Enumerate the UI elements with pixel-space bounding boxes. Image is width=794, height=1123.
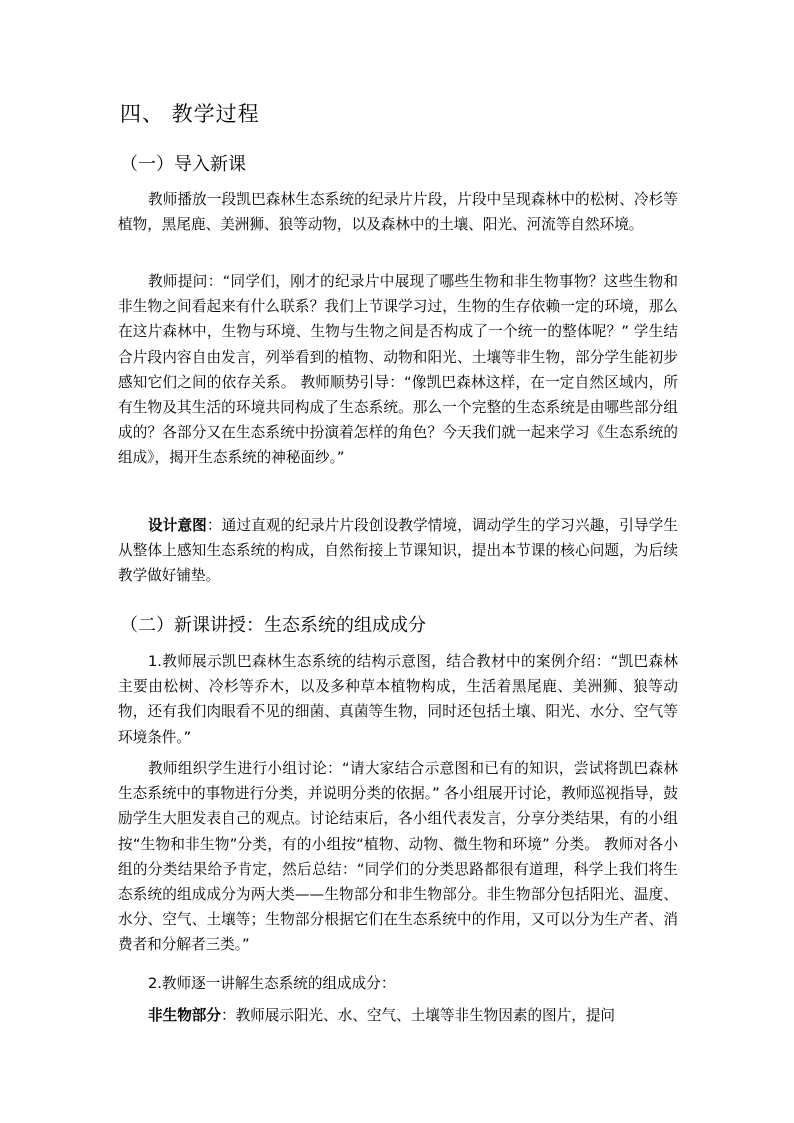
section2-paragraph-3: 2.教师逐一讲解生态系统的组成成分： [148,975,396,992]
nonliving-part-paragraph [118,1003,678,1028]
design-intent-text: ：通过直观的纪录片片段创设教学情境，调动学生的学习兴趣，引导学生从整体上感知生态系统的构成，自然衔接上节课知识，提出本节课的核心问题，为后续教学做好铺垫。 [118,517,678,585]
section2-title: （二）新课讲授：生态系统的组成成分 [120,615,426,636]
nonliving-part-label: 非生物部分 [148,1007,221,1024]
section2-paragraph-2: 教师组织学生进行小组讨论：“请大家结合示意图和已有的知识，尝试将凯巴森林生态系统中的事物进行分类，并说明分类的依据。” 各小组展开讨论，教师巡视指导，鼓励学生大胆发表自己的观点。讨论结束后，各小组代表发言，分享分类结果，有的小组按“生物和非生物”分类，有的小组按“植物、动物、微生物和环境” 分类。 教师对各小组的分类结果给予肯定，然后总结：“同学们的分类思路都很有道理，科学上我们将生态系统的组成成分为两大类——生物部分和非生物部分。非生物部分包括阳光、温度、水分、空气、土壤等；生物部分根据它们在生态系统中的作用，又可以分为生产者、消费者和分解者三类。” [118,760,678,954]
nonliving-part-text: ：教师展示阳光、水、空气、土壤等非生物因素的图片，提问 [220,1007,616,1024]
heading-teaching-process: 四、 教学过程 [120,102,260,126]
design-intent-label: 设计意图 [148,517,207,534]
section1-title: （一）导入新课 [120,154,246,175]
section2-paragraph-1: 1.教师展示凯巴森林生态系统的结构示意图，结合教材中的案例介绍：“凯巴森林主要由松树、冷杉等乔木，以及多种草本植物构成，生活着黑尾鹿、美洲狮、狼等动物，还有我们肉眼看不见的细菌、真菌等生物，同时还包括土壤、阳光、水分、空气等环境条件。” [118,653,678,746]
design-intent-paragraph [118,513,678,589]
section1-paragraph-1: 教师播放一段凯巴森林生态系统的纪录片片段，片段中呈现森林中的松树、冷杉等植物，黑尾鹿、美洲狮、狼等动物，以及森林中的土壤、阳光、河流等自然环境。 [118,191,678,234]
section1-paragraph-2: 教师提问：“同学们，刚才的纪录片中展现了哪些生物和非生物事物？这些生物和非生物之间看起来有什么联系？我们上节课学习过，生物的生存依赖一定的环境，那么在这片森林中，生物与环境、生物与生物之间是否构成了一个统一的整体呢？” 学生结合片段内容自由发言，列举看到的植物、动物和阳光、土壤等非生物，部分学生能初步感知它们之间的依存关系。 教师顺势引导：“像凯巴森林这样，在一定自然区域内，所有生物及其生活的环境共同构成了生态系统。那么一个完整的生态系统是由哪些部分组成的？各部分又在生态系统中扮演着怎样的角色？今天我们就一起来学习《生态系统的组成》，揭开生态系统的神秘面纱。” [118,273,678,467]
